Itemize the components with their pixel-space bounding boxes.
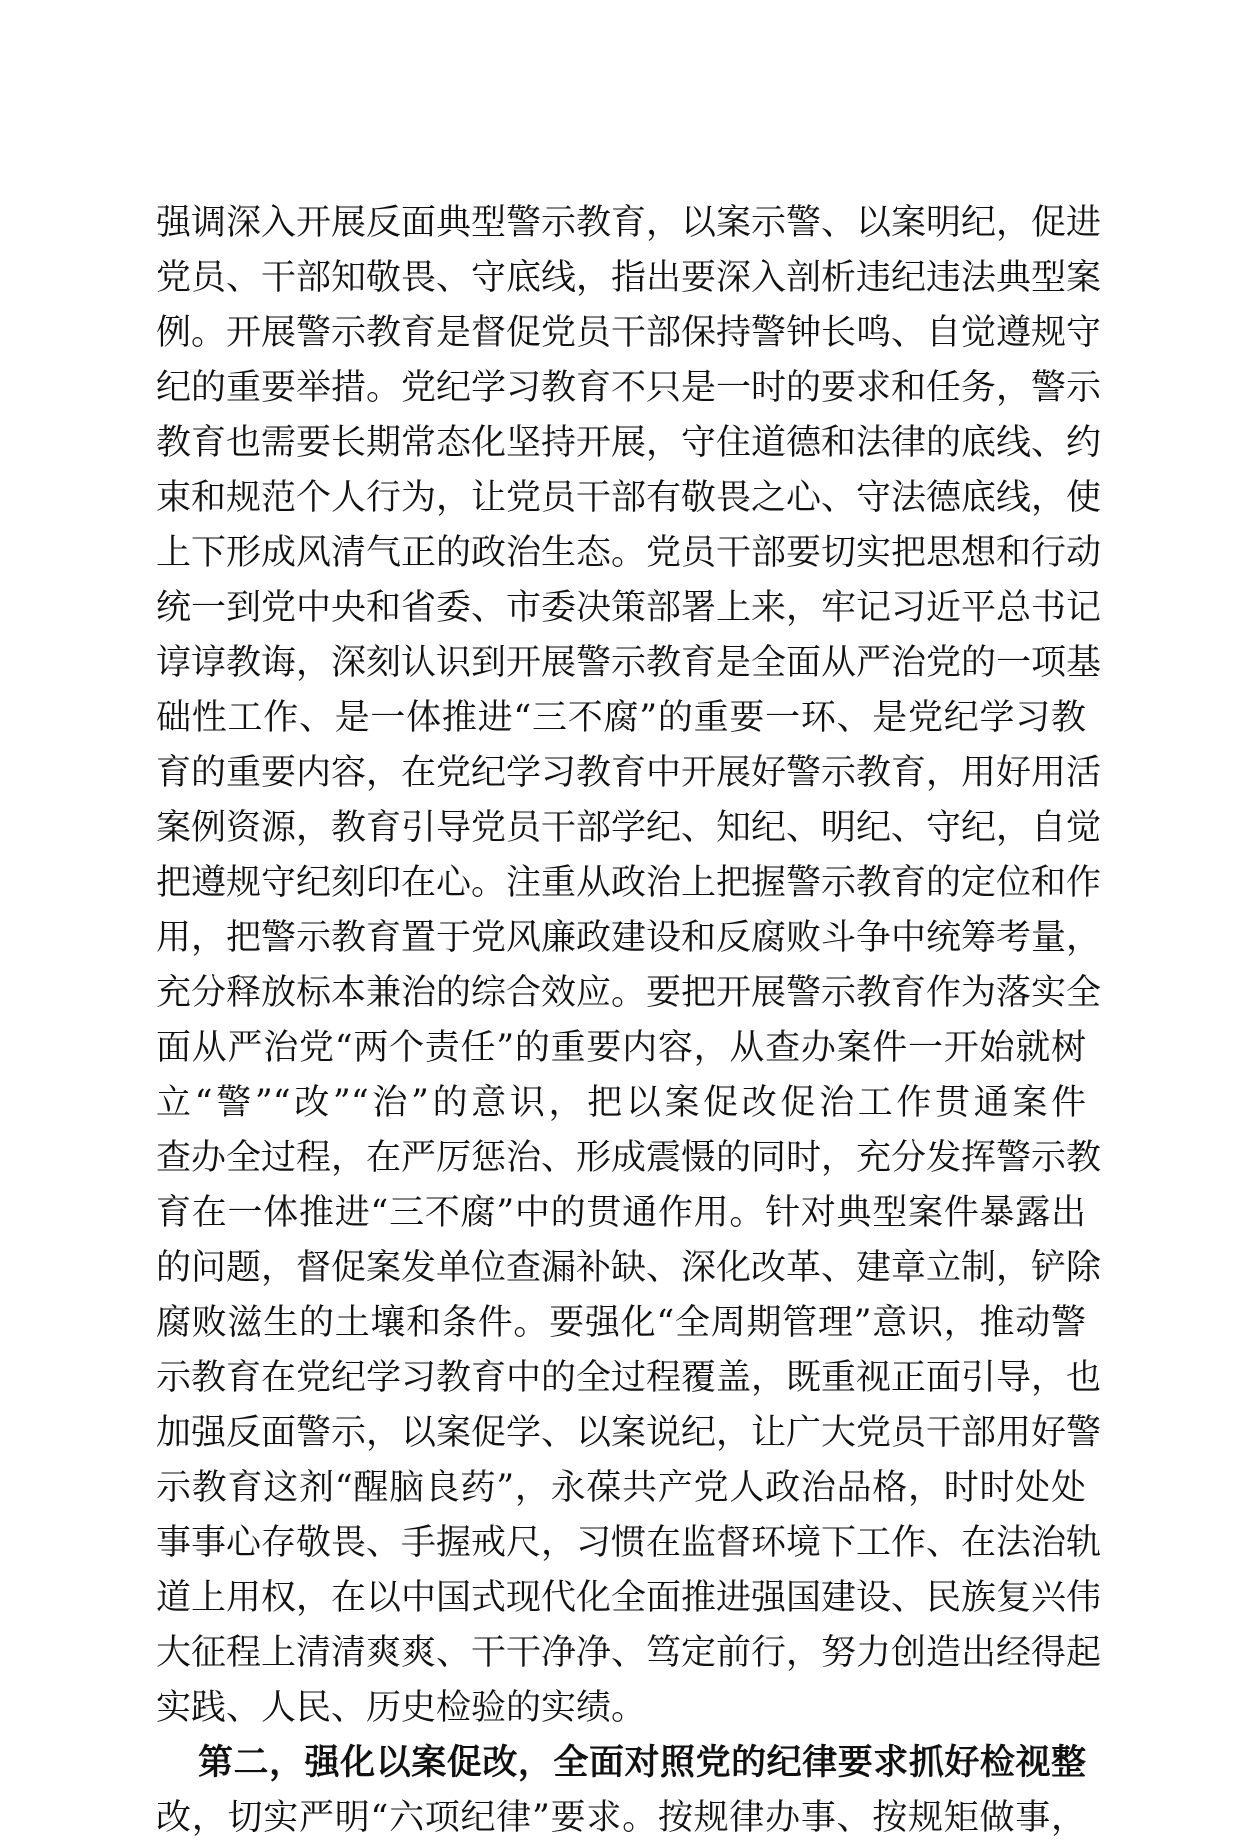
text-line: 面从严治党“两个责任”的重要内容，从查办案件一开始就树 — [156, 1028, 1086, 1068]
text-line: 示教育这剂“醒脑良药”，永葆共产党人政治品格，时时处处 — [156, 1468, 1086, 1508]
text-line: 改，切实严明“六项纪律”要求。按规律办事、按规矩做事， — [156, 1798, 1086, 1838]
text-line: 础性工作、是一体推进“三不腐”的重要一环、是党纪学习教 — [156, 698, 1086, 738]
text-line: 党员、干部知敬畏、守底线，指出要深入剖析违纪违法典型案 — [156, 258, 1102, 298]
text-line: 加强反面警示，以案促学、以案说纪，让广大党员干部用好警 — [156, 1413, 1102, 1453]
text-line: 充分释放标本兼治的综合效应。要把开展警示教育作为落实全 — [156, 973, 1102, 1013]
text-line: 统一到党中央和省委、市委决策部署上来，牢记习近平总书记 — [156, 588, 1102, 628]
body-text — [156, 196, 1102, 1846]
text-line: 用，把警示教育置于党风廉政建设和反腐败斗争中统筹考量， — [156, 918, 1102, 958]
text-line: 大征程上清清爽爽、干干净净、笃定前行，努力创造出经得起 — [156, 1633, 1102, 1673]
text-line: 案例资源，教育引导党员干部学纪、知纪、明纪、守纪，自觉 — [156, 808, 1102, 848]
text-line: 腐败滋生的土壤和条件。要强化“全周期管理”意识，推动警 — [156, 1303, 1086, 1343]
text-line: 教育也需要长期常态化坚持开展，守住道德和法律的底线、约 — [156, 423, 1102, 463]
text-line: 道上用权，在以中国式现代化全面推进强国建设、民族复兴伟 — [156, 1578, 1102, 1618]
text-line: 的问题，督促案发单位查漏补缺、深化改革、建章立制，铲除 — [156, 1248, 1102, 1288]
text-line: 示教育在党纪学习教育中的全过程覆盖，既重视正面引导，也 — [156, 1358, 1102, 1398]
text-line: 把遵规守纪刻印在心。注重从政治上把握警示教育的定位和作 — [156, 863, 1102, 903]
text-line: 强调深入开展反面典型警示教育，以案示警、以案明纪，促进 — [156, 203, 1102, 243]
text-line: 上下形成风清气正的政治生态。党员干部要切实把思想和行动 — [156, 533, 1102, 573]
text-line: 实践、人民、历史检验的实绩。 — [156, 1688, 647, 1728]
text-line: 例。开展警示教育是督促党员干部保持警钟长鸣、自觉遵规守 — [156, 313, 1102, 353]
text-line: 谆谆教诲，深刻认识到开展警示教育是全面从严治党的一项基 — [156, 643, 1102, 683]
text-line: 事事心存敬畏、手握戒尺，习惯在监督环境下工作、在法治轨 — [156, 1523, 1102, 1563]
text-line: 育在一体推进“三不腐”中的贯通作用。针对典型案件暴露出 — [156, 1193, 1086, 1233]
text-line: 纪的重要举措。党纪学习教育不只是一时的要求和任务，警示 — [156, 368, 1102, 408]
text-line: 育的重要内容，在党纪学习教育中开展好警示教育，用好用活 — [156, 753, 1102, 793]
section-heading-line: 第二，强化以案促改，全面对照党的纪律要求抓好检视整 — [198, 1743, 1086, 1783]
text-line: 查办全过程，在严厉惩治、形成震慑的同时，充分发挥警示教 — [156, 1138, 1102, 1178]
text-line: 束和规范个人行为，让党员干部有敬畏之心、守法德底线，使 — [156, 478, 1102, 518]
text-line: 立“警”“改”“治”的意识，把以案促改促治工作贯通案件 — [156, 1083, 1086, 1123]
